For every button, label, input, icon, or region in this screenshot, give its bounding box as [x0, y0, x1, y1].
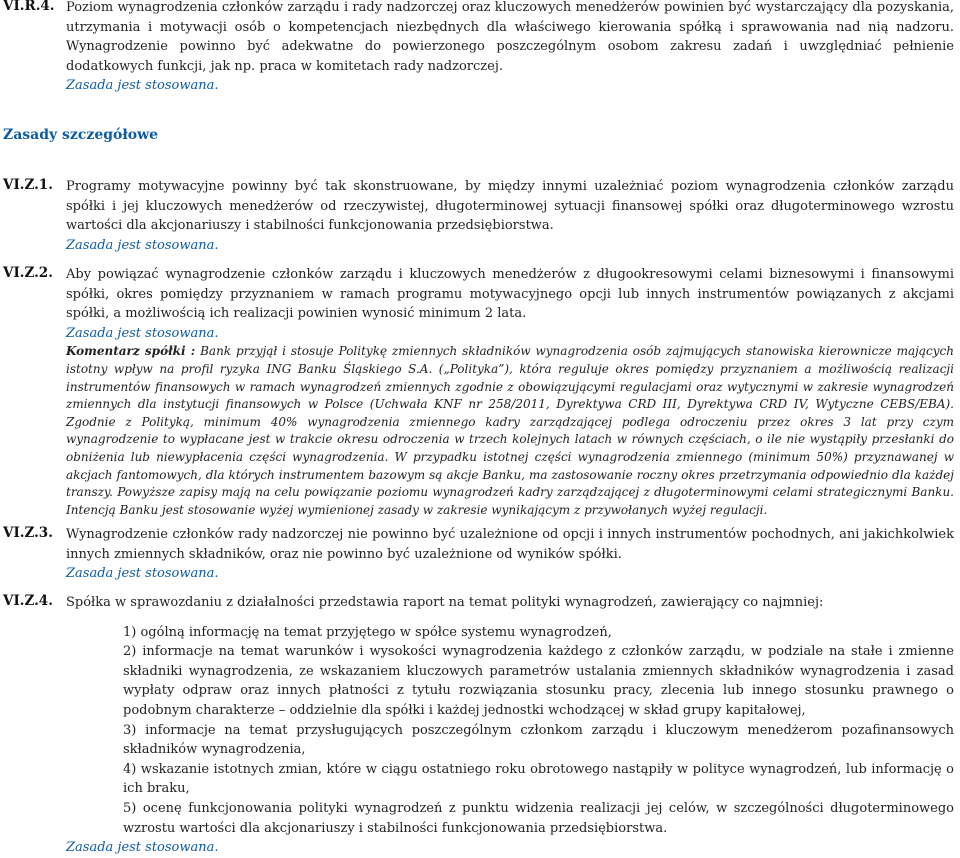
status-line: Zasada jest stosowana. [66, 840, 219, 856]
section-text: Programy motywacyjne powinny być tak skonstruowane, by między innymi uzależniać poziom wynagrodzenia członków zarządu spółki i jej kluczowych menedżerów od rzeczywistej, długoterminowej sytuacji finansowej spółki oraz długoterminowego wzrostu wartości dla akcjonariuszy i stabilności funkcjonowania przedsiębiorstwa. [66, 179, 954, 234]
section-heading: Zasady szczegółowe [3, 127, 159, 143]
list-item: 5) ocenę funkcjonowania polityki wynagrodzeń z punktu widzenia realizacji jej celów, w szczególności długoterminowego wzrostu wartości dla akcjonariuszy i stabilności funkcjonowania przedsiębiorstwa. [123, 800, 954, 836]
status-line: Zasada jest stosowana. [66, 325, 219, 341]
section-number: VI.Z.3. [3, 525, 53, 541]
list-item: 3) informacje na temat przysługujących poszczególnym członkom zarządu i kluczowym menedżerom pozafinansowych składników wynagrodzenia, [123, 722, 954, 758]
section-text: Aby powiązać wynagrodzenie członków zarządu i kluczowych menedżerów z długookresowymi celami biznesowymi i finansowymi spółki, okres pomiędzy przyznaniem w ramach programu motywacyjnego opcji lub innych instrumentów powiązanych z akcjami spółki, a możliwością ich realizacji powinien wynosić minimum 2 lata. [66, 267, 954, 322]
list-item: 4) wskazanie istotnych zmian, które w ciągu ostatniego roku obrotowego nastąpiły w polityce wynagrodzeń, lub informację o ich braku, [123, 761, 954, 797]
company-comment [66, 343, 954, 519]
status-line: Zasada jest stosowana. [66, 237, 219, 253]
section-z4 [0, 593, 960, 858]
section-z1 [0, 177, 960, 255]
section-number: VI.Z.1. [3, 177, 53, 193]
section-text: Wynagrodzenie członków rady nadzorczej nie powinno być uzależnione od opcji i innych instrumentów pochodnych, ani jakichkolwiek innych zmiennych składników, oraz nie powinno być uzależnione od wyników spółki. [66, 527, 954, 562]
section-number: VI.Z.4. [3, 593, 53, 609]
comment-label: Komentarz spółki : [66, 344, 196, 359]
section-number: VI.Z.2. [3, 265, 53, 281]
section-z3 [0, 525, 960, 584]
section-body [66, 177, 954, 255]
list-item: 2) informacje na temat warunków i wysokości wynagrodzenia każdego z członków zarządu, w podziale na stałe i zmienne składniki wynagrodzenia, ze wskazaniem kluczowych parametrów ustalania zmiennych składników wynagrodzenia i zasad wypłaty odpraw oraz innych płatności z tytułu rozwiązania stosunku pracy, zlecenia lub innego stosunku prawnego o podobnym charakterze – oddzielnie dla spółki i każdej jednostki wchodzącej w skład grupy kapitałowej, [123, 644, 954, 718]
section-body [66, 593, 954, 858]
section-body [66, 525, 954, 584]
section-z2 [0, 265, 960, 519]
section-number: VI.R.4. [3, 0, 55, 14]
comment-text: Bank przyjął i stosuje Politykę zmiennych składników wynagrodzenia osób zajmujących stanowiska kierownicze mających istotny wpływ na profil ryzyka ING Banku Śląskiego S.A. („Polityka”), która reguluje okres pomiędzy przyznaniem a możliwością realizacji instrumentów finansowych w ramach wynagrodzeń zmiennych zgodnie z obowiązującymi regulacjami oraz wytycznymi w zakresie wynagrodzeń zmiennych dla instytucji finansowych w Polsce (Uchwała KNF nr 258/2011, Dyrektywa CRD III, Dyrektywa CRD IV, Wytyczne CEBS/EBA). Zgodnie z Polityką, minimum 40% wynagrodzenia zmiennego kadry zarządzającej podlega odroczeniu przez okres 3 lat przy czym wynagrodzenie to wypłacane jest w trakcie okresu odroczenia w trzech kolejnych latach w równych częściach, o ile nie wystąpiły przesłanki do obniżenia lub niewypłacenia części wynagrodzenia. W przypadku istotnej części wynagrodzenia zmiennego (minimum 50%) przyznawanej w akcjach fantomowych, dla których instrumentem bazowym są akcje Banku, ma zastosowanie roczny okres przetrzymania odpowiednio dla każdej transzy. Powyższe zapisy mają na celu powiązanie poziomu wynagrodzeń kadry zarządzającej z długoterminowymi celami strategicznymi Banku. Intencją Banku jest stosowanie wyżej wymienionej zasady w zakresie wynikającym z przywołanych wyżej regulacji. [66, 344, 954, 517]
requirements-list [123, 623, 954, 839]
status-line: Zasada jest stosowana. [66, 78, 219, 94]
status-line: Zasada jest stosowana. [66, 566, 219, 582]
section-body [66, 0, 954, 96]
section-body [66, 265, 954, 519]
section-text: Spółka w sprawozdaniu z działalności przedstawia raport na temat polityki wynagrodzeń, zawierający co najmniej: [66, 595, 824, 610]
section-text: Poziom wynagrodzenia członków zarządu i rady nadzorczej oraz kluczowych menedżerów powinien być wystarczający dla pozyskania, utrzymania i motywacji osób o kompetencjach niezbędnych dla właściwego kierowania spółką i sprawowania nad nią nadzoru. Wynagrodzenie powinno być adekwatne do powierzonego poszczególnym osobom zakresu zadań i uwzględniać pełnienie dodatkowych funkcji, jak np. praca w komitetach rady nadzorczej. [66, 0, 954, 74]
list-item: 1) ogólną informację na temat przyjętego w spółce systemu wynagrodzeń, [123, 624, 612, 640]
section-r4 [0, 0, 960, 96]
